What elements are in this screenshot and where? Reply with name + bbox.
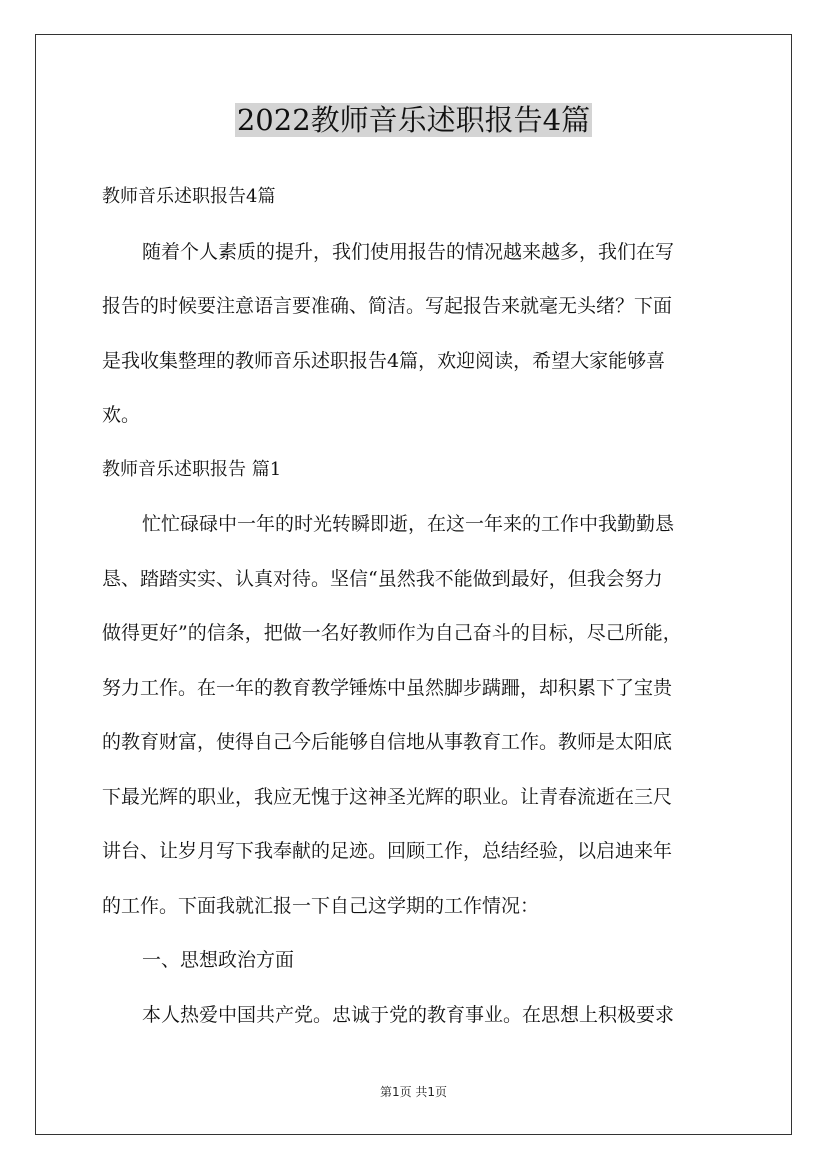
page-footer: 第1页 共1页 [379, 1085, 448, 1099]
body-line: 随着个人素质的提升，我们使用报告的情况越来越多，我们在写 [142, 240, 675, 263]
body-line: 欢。 [102, 404, 141, 426]
body-line: 做得更好”的信条，把做一名好教师作为自己奋斗的目标，尽己所能， [102, 622, 682, 644]
body-line: 报告的时候要注意语言要准确、简洁。写起报告来就毫无头绪？下面 [102, 295, 673, 317]
body-line: 努力工作。在一年的教育教学锤炼中虽然脚步蹒跚，却积累下了宝贵 [102, 676, 673, 699]
document-title [0, 98, 827, 142]
body-line: 讲台、让岁月写下我奉献的足迹。回顾工作，总结经验，以启迪来年 [102, 840, 673, 862]
body-line: 忙忙碌碌中一年的时光转瞬即逝，在这一年来的工作中我勤勤恳 [142, 513, 675, 535]
section-heading-ideology: 一、思想政治方面 [142, 949, 295, 971]
body-line: 的工作。下面我就汇报一下自己这学期的工作情况： [102, 894, 540, 917]
body-line: 下最光辉的职业，我应无愧于这神圣光辉的职业。让青春流逝在三尺 [102, 785, 673, 808]
body-line: 恳、踏踏实实、认真对待。坚信“虽然我不能做到最好，但我会努力 [102, 567, 663, 590]
section-heading-part1: 教师音乐述职报告 篇1 [102, 458, 282, 480]
body-line: 本人热爱中国共产党。忠诚于党的教育事业。在思想上积极要求 [142, 1003, 675, 1026]
body-line: 的教育财富，使得自己今后能够自信地从事教育工作。教师是太阳底 [102, 731, 673, 753]
body-line-subtitle: 教师音乐述职报告4篇 [102, 186, 276, 207]
document-title-text: 2022教师音乐述职报告4篇 [236, 103, 591, 137]
body-line: 是我收集整理的教师音乐述职报告4篇，欢迎阅读，希望大家能够喜 [102, 349, 666, 372]
document-body [102, 170, 728, 1042]
